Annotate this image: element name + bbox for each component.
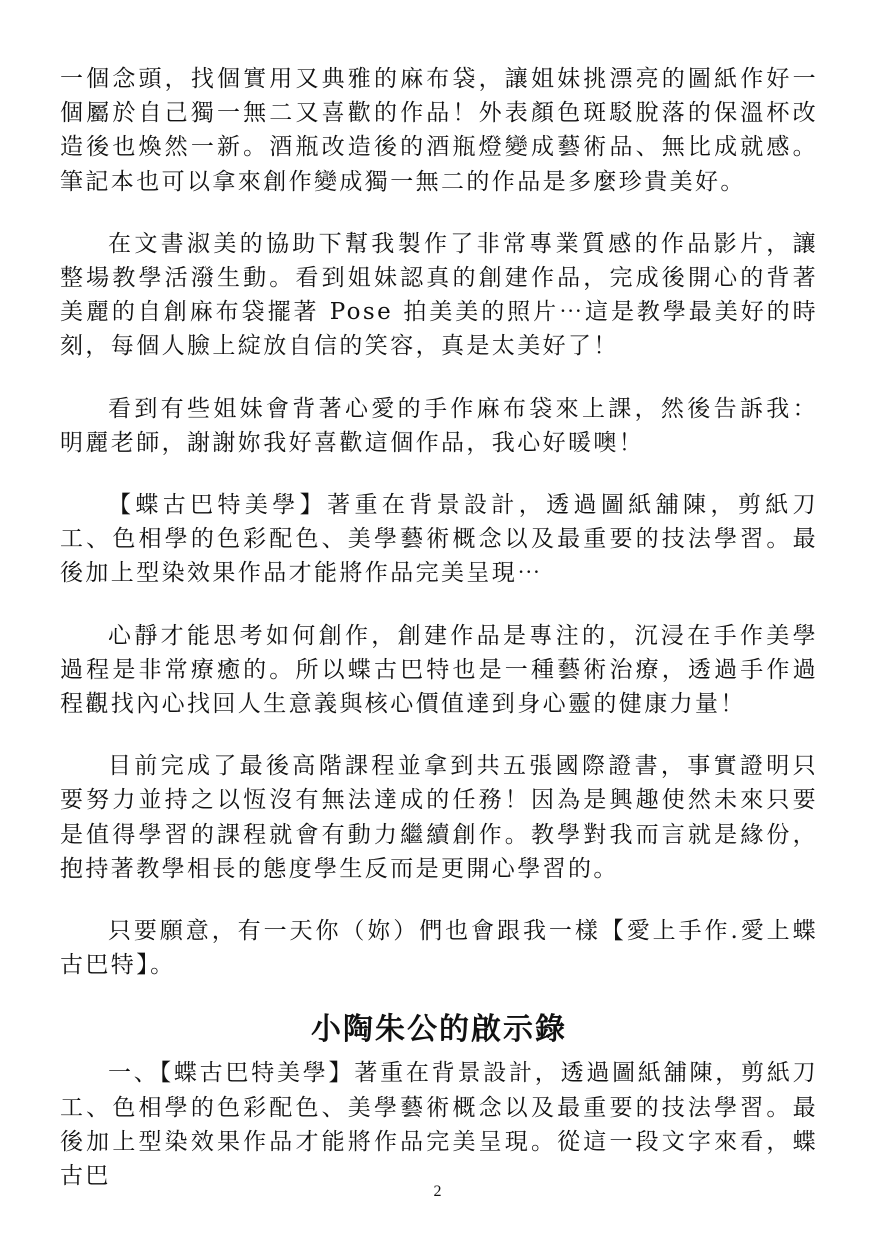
paragraph-1: 一個念頭，找個實用又典雅的麻布袋，讓姐妹挑漂亮的圖紙作好一個屬於自己獨一無二又喜歡的作品！外表顏色斑駁脫落的保溫杯改造後也煥然一新。酒瓶改造後的酒瓶燈變成藝術品、無比成就感。筆記本也可以拿來創作變成獨一無二的作品是多麼珍貴美好。 (60, 66, 818, 195)
paragraph-7: 只要願意，有一天你（妳）們也會跟我一樣【愛上手作.愛上蝶古巴特】。 (60, 918, 818, 979)
paragraph-4: 【蝶古巴特美學】著重在背景設計，透過圖紙舖陳，剪紙刀工、色相學的色彩配色、美學藝術概念以及最重要的技法學習。最後加上型染效果作品才能將作品完美呈現⋯ (60, 492, 818, 587)
paragraph-2: 在文書淑美的協助下幫我製作了非常專業質感的作品影片，讓整場教學活潑生動。看到姐妹認真的創建作品，完成後開心的背著美麗的自創麻布袋擺著 Pose 拍美美的照片⋯這是教學最美好的時刻，每個人臉上綻放自信的笑容，真是太美好了！ (60, 230, 818, 360)
paragraph-5: 心靜才能思考如何創作，創建作品是專注的，沉浸在手作美學過程是非常療癒的。所以蝶古巴特也是一種藝術治療，透過手作過程觀找內心找回人生意義與核心價值達到身心靈的健康力量！ (60, 622, 818, 718)
section-title: 小陶朱公的啟示錄 (311, 1012, 567, 1048)
document-body (60, 62, 818, 1221)
paragraph-6: 目前完成了最後高階課程並拿到共五張國際證書，事實證明只要努力並持之以恆沒有無法達成的任務！因為是興趣使然未來只要是值得學習的課程就會有動力繼續創作。教學對我而言就是緣份，抱持著教學相長的態度學生反而是更開心學習的。 (60, 753, 818, 882)
paragraph-3: 看到有些姐妹會背著心愛的手作麻布袋來上課，然後告訴我：明麗老師，謝謝妳我好喜歡這個作品，我心好暖噢！ (60, 395, 818, 456)
section-paragraph: 一、【蝶古巴特美學】著重在背景設計，透過圖紙舖陳，剪紙刀工、色相學的色彩配色、美學藝術概念以及最重要的技法學習。最後加上型染效果作品才能將作品完美呈現。從這一段文字來看，蝶古巴 (60, 1060, 818, 1190)
page-number: 2 (433, 1183, 442, 1200)
